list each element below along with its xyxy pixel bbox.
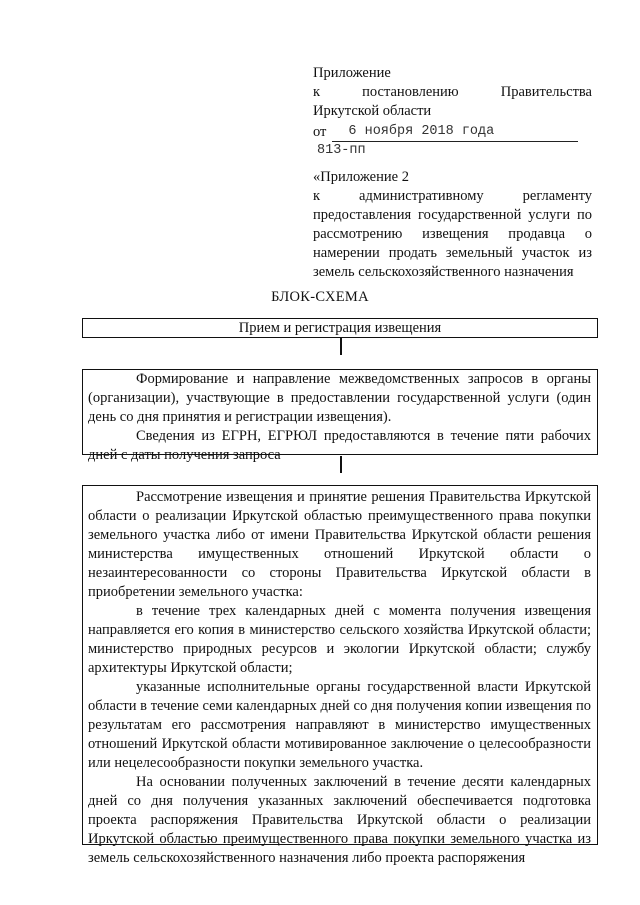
appendix-region: Иркутской области: [313, 103, 432, 119]
appendix-word: постановлению: [362, 84, 459, 100]
appendix-title: Приложение: [313, 65, 391, 81]
step-reception-text: Прием и регистрация извещения: [238, 320, 442, 336]
ref-word: регламенту: [522, 188, 592, 204]
step-review-paragraph: в течение трех календарных дней с момента получения извещения направляется его копия в министерство сельского хозяйства Иркутской области; министерство природных ресурсов и экологии Иркутской области; службу архитектуры Иркутской области;: [88, 603, 591, 676]
step-review-paragraph: Рассмотрение извещения и принятие решения Правительства Иркутской области о реализации Иркутской областью преимущественного права покупки земельного участка либо от имени Правительства Иркутской области решения министерства имущественных отношений Иркутской области о незаинтересованности со стороны Правительства Иркутской области в приобретении земельного участка:: [88, 489, 591, 600]
step-requests-paragraph: Формирование и направление межведомственных запросов в органы (организации), участвующие в предоставлении государственной услуги (один день со дня принятия и регистрации извещения).: [88, 371, 591, 425]
ref-word: административному: [359, 188, 484, 204]
ref-regulation-line: [313, 187, 592, 206]
appendix-number: 813-пп: [317, 143, 366, 158]
date-underline: [332, 121, 578, 142]
date-prefix: от: [313, 124, 327, 140]
step-review-paragraph: На основании полученных заключений в течение десяти календарных дней со дня получения указанных заключений обеспечивается подготовка проекта распоряжения Правительства Иркутской области о реализации Иркутской областью преимущественного права покупки земельного участка из земель сельскохозяйственного назначения либо проекта распоряжения: [88, 774, 591, 866]
appendix-word: к: [313, 84, 321, 100]
appendix-date-line: [313, 121, 592, 142]
ref-text: предоставления государственной услуги по рассмотрению извещения продавца о намерении продать земельный участок из земель сельскохозяйственного назначения: [313, 207, 592, 280]
step-review-box: [82, 485, 598, 866]
step-reception-box: [82, 318, 598, 338]
ref-title: «Приложение 2: [313, 169, 409, 185]
connector-line: [340, 338, 342, 355]
step-review-paragraph: указанные исполнительные органы государственной власти Иркутской области в течение семи календарных дней со дня получения копии извещения по результатам его рассмотрения направляют в министерство имущественных отношений Иркутской области мотивированное заключение о целесообразности или нецелесообразности покупки земельного участка.: [88, 679, 591, 771]
step-requests-paragraph: Сведения из ЕГРН, ЕГРЮЛ предоставляются в течение пяти рабочих дней с даты получения запроса: [88, 428, 591, 463]
ref-word: к: [313, 188, 321, 204]
step-requests-box: [82, 369, 598, 463]
scheme-title: БЛОК-СХЕМА: [271, 289, 369, 305]
appendix-date: 6 ноября 2018 года: [348, 124, 495, 139]
connector-line: [340, 456, 342, 473]
appendix-word: Правительства: [500, 84, 592, 100]
appendix-header: [313, 64, 592, 282]
appendix-resolution-line: [313, 83, 592, 102]
